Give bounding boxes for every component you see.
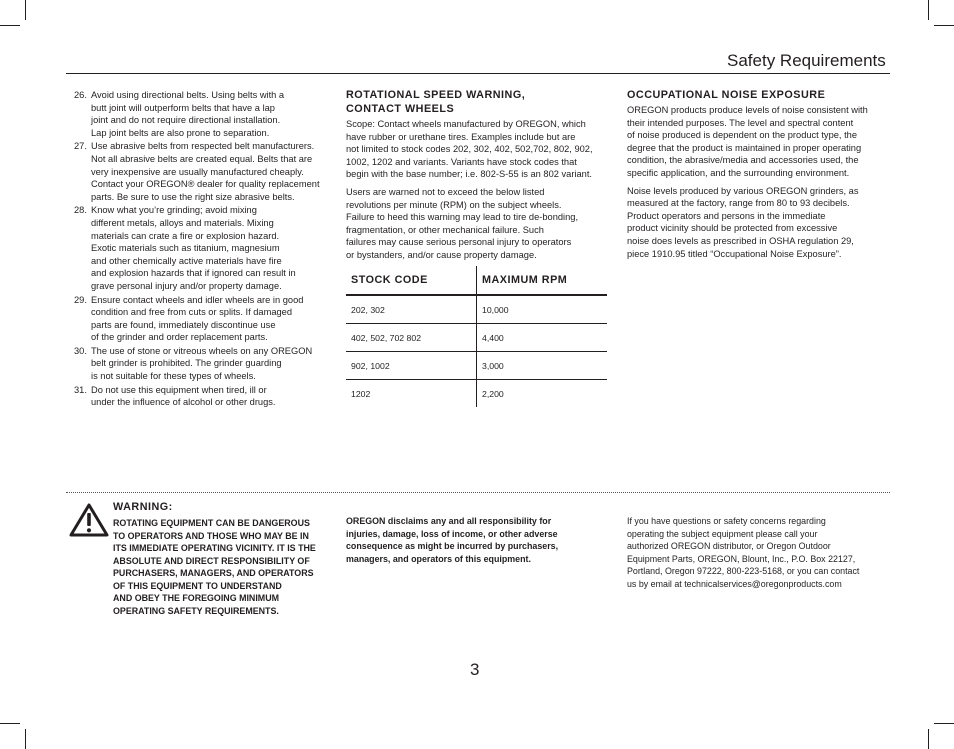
list-item-number: 28.	[74, 205, 87, 216]
list-item-text: The use of stone or vitreous wheels on any OREGON belt grinder is prohibited. The grinder guarding is not suitable for these types of wheels.	[91, 345, 313, 382]
stock-code-cell: 1202	[346, 380, 477, 408]
crop-mark	[934, 25, 954, 26]
header-rule	[66, 73, 890, 74]
crop-mark	[0, 25, 20, 26]
list-item	[74, 345, 330, 383]
rpm-table	[346, 266, 607, 407]
stock-code-cell: 402, 502, 702 802	[346, 324, 477, 352]
rotational-warning-paragraph: Users are warned not to exceed the below listed revolutions per minute (RPM) on the subject wheels. Failure to heed this warning may lead to tire de-bonding, fragmentation, or other mechanical failure. Such failures may cause serious personal injury to operators or bystanders, and/or cause property damage.	[346, 186, 579, 260]
stock-code-cell: 202, 302	[346, 295, 477, 324]
noise-exposure-section	[627, 88, 881, 265]
list-item-number: 29.	[74, 294, 87, 305]
rpm-cell: 2,200	[482, 388, 504, 399]
table-row	[346, 380, 607, 408]
list-item	[74, 140, 330, 203]
list-item	[74, 384, 330, 409]
warning-heading: WARNING:	[113, 501, 173, 513]
list-item	[74, 89, 330, 139]
rpm-cell: 4,400	[477, 324, 608, 352]
dotted-divider	[66, 492, 890, 493]
table-row	[346, 324, 607, 352]
table-row	[346, 352, 607, 380]
crop-mark	[934, 723, 954, 724]
rotational-speed-heading: ROTATIONAL SPEED WARNING, CONTACT WHEELS	[346, 89, 526, 115]
warning-body: ROTATING EQUIPMENT CAN BE DANGEROUS TO OPERATORS AND THOSE WHO MAY BE IN ITS IMMEDIATE OPERATING VICINITY. IT IS THE ABSOLUTE AND DIRECT RESPONSIBILITY OF PURCHASERS, MANAGERS, AND OPERATORS OF THIS EQUIPMENT TO UNDERSTAND AND OBEY THE FOREGOING MINIMUM OPERATING SAFETY REQUIREMENTS.	[113, 518, 316, 616]
list-item-number: 27.	[74, 141, 87, 152]
list-item-number: 30.	[74, 345, 87, 356]
safety-list-column	[74, 89, 330, 410]
disclaimer-text: OREGON disclaims any and all responsibility for injuries, damage, loss of income, or other adverse consequence as might be incurred by purchasers, managers, and operators of this equipment.	[346, 516, 559, 564]
rotational-speed-section	[346, 88, 608, 267]
list-item-number: 31.	[74, 384, 87, 395]
noise-exposure-heading: OCCUPATIONAL NOISE EXPOSURE	[627, 89, 826, 101]
list-item-text: Know what you’re grinding; avoid mixing different metals, alloys and materials. Mixing materials can crate a fire or explosion hazard. Exotic materials such as titanium, magnesium and other chemically active materials have fire and explosion hazards that if ignored can result in grave personal injury and/or property damage.	[91, 205, 296, 291]
noise-paragraph-1: OREGON products produce levels of noise consistent with their intended purposes. The level and spectral content of noise produced is dependent on the product type, the degree that the product is maintained in proper operating condition, the abrasive/media and accessories used, the specific application, and the surrounding environment.	[627, 105, 868, 178]
contact-text: If you have questions or safety concerns regarding operating the subject equipment please call your authorized OREGON distributor, or Oregon Outdoor Equipment Parts, OREGON, Blount, Inc., P.O. Box 22127, Portland, Oregon 97222, 800-223-5168, or you can contact us by email at technicalservices@oregonproducts.com	[627, 516, 860, 589]
crop-mark	[25, 729, 26, 749]
maximum-rpm-header: MAXIMUM RPM	[477, 266, 608, 295]
rotational-scope-paragraph: Scope: Contact wheels manufactured by OREGON, which have rubber or urethane tires. Examples include but are not limited to stock codes 202, 302, 402, 502,702, 802, 902, 1002, 1202 and variants. Variants have stock codes that begin with the base number; i.e. 802-S-55 is an 802 variant.	[346, 119, 593, 180]
list-item-text: Avoid using directional belts. Using belts with a butt joint will outperform belts that have a lap joint and do not require directional installation. Lap joint belts are also prone to separation.	[91, 90, 285, 138]
rpm-cell: 3,000	[477, 352, 608, 380]
section-title: Safety Requirements	[727, 51, 886, 70]
list-item-text: Do not use this equipment when tired, ill or under the influence of alcohol or other drugs.	[91, 384, 276, 408]
stock-code-header: STOCK CODE	[346, 266, 477, 295]
list-item-text: Use abrasive belts from respected belt manufacturers. Not all abrasive belts are created equal. Belts that are very inexpensive are usually manufactured cheaply. Contact your OREGON® dealer for quality replacement parts. Be sure to use the right size abrasive belts.	[91, 141, 320, 202]
safety-list	[74, 89, 330, 409]
noise-paragraph-2: Noise levels produced by various OREGON grinders, as measured at the factory, range from 80 to 93 decibels. Product operators and persons in the immediate product vicinity should be protected from excessive noise does levels as prescribed in OSHA regulation 29, piece 1910.95 titled “Occupational Noise Exposure”.	[627, 185, 859, 259]
table-header-row	[346, 266, 607, 295]
list-item	[74, 204, 330, 292]
crop-mark	[25, 0, 26, 20]
stock-code-cell: 902, 1002	[346, 352, 477, 380]
crop-mark	[0, 723, 20, 724]
crop-mark	[928, 0, 929, 20]
table-row	[346, 295, 607, 324]
list-item-number: 26.	[74, 90, 87, 100]
crop-mark	[928, 729, 929, 749]
rpm-cell: 10,000	[477, 295, 608, 324]
warning-triangle-icon	[69, 503, 109, 537]
list-item-text: Ensure contact wheels and idler wheels are in good condition and free from cuts or splits. If damaged parts are found, immediately discontinue use of the grinder and order replacement parts.	[91, 294, 304, 343]
page-number: 3	[470, 660, 480, 679]
list-item	[74, 294, 330, 344]
